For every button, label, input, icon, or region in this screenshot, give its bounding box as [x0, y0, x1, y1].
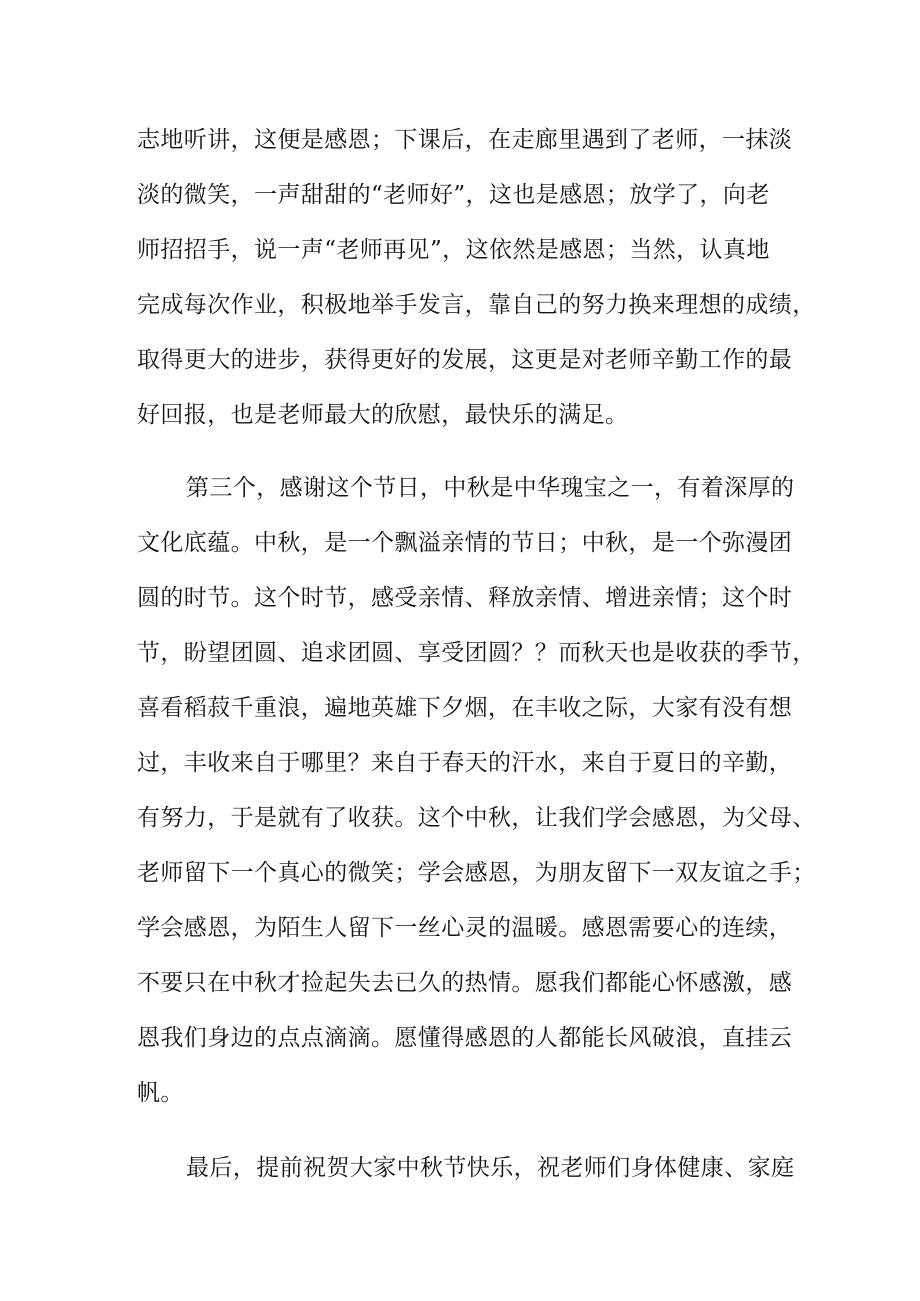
- paragraph-3-line-1: 最后，提前祝贺大家中秋节快乐，祝老师们身体健康、家庭: [186, 1155, 795, 1181]
- paragraph-2-line-9: 学会感恩，为陌生人留下一丝心灵的温暖。感恩需要心的连续，: [137, 915, 793, 941]
- paragraph-2-line-11: 恩我们身边的点点滴滴。愿懂得感恩的人都能长风破浪，直挂云: [137, 1025, 793, 1051]
- paragraph-2-line-2: 文化底蕴。中秋，是一个飘溢亲情的节日；中秋，是一个弥漫团: [137, 530, 793, 556]
- paragraph-1-line-6: 好回报，也是老师最大的欣慰，最快乐的满足。: [137, 402, 629, 428]
- paragraph-2-line-12: 帆。: [137, 1080, 184, 1106]
- paragraph-2-line-6: 过，丰收来自于哪里？来自于春天的汗水，来自于夏日的辛勤，: [137, 750, 793, 776]
- paragraph-2-line-1: 第三个，感谢这个节日，中秋是中华瑰宝之一，有着深厚的: [186, 475, 795, 501]
- paragraph-1-line-2: 淡的微笑，一声甜甜的“老师好”，这也是感恩；放学了，向老: [137, 182, 770, 208]
- paragraph-1-line-4: 完成每次作业，积极地举手发言，靠自己的努力换来理想的成绩，: [137, 292, 816, 318]
- paragraph-2-line-4: 节，盼望团圆、追求团圆、享受团圆？？而秋天也是收获的季节，: [137, 640, 816, 666]
- paragraph-2-line-5: 喜看稻菽千重浪，遍地英雄下夕烟，在丰收之际，大家有没有想: [137, 695, 793, 721]
- paragraph-1-line-1: 志地听讲，这便是感恩；下课后，在走廊里遇到了老师，一抹淡: [137, 127, 793, 153]
- paragraph-2-line-7: 有努力，于是就有了收获。这个中秋，让我们学会感恩，为父母、: [137, 805, 816, 831]
- paragraph-2-line-8: 老师留下一个真心的微笑；学会感恩，为朋友留下一双友谊之手；: [137, 860, 816, 886]
- paragraph-1-line-3: 师招招手，说一声“老师再见”，这依然是感恩；当然，认真地: [137, 237, 770, 263]
- paragraph-2-line-3: 圆的时节。这个时节，感受亲情、释放亲情、增进亲情；这个时: [137, 585, 793, 611]
- paragraph-2-line-10: 不要只在中秋才捡起失去已久的热情。愿我们都能心怀感激，感: [137, 970, 793, 996]
- paragraph-1-line-5: 取得更大的进步，获得更好的发展，这更是对老师辛勤工作的最: [137, 347, 793, 373]
